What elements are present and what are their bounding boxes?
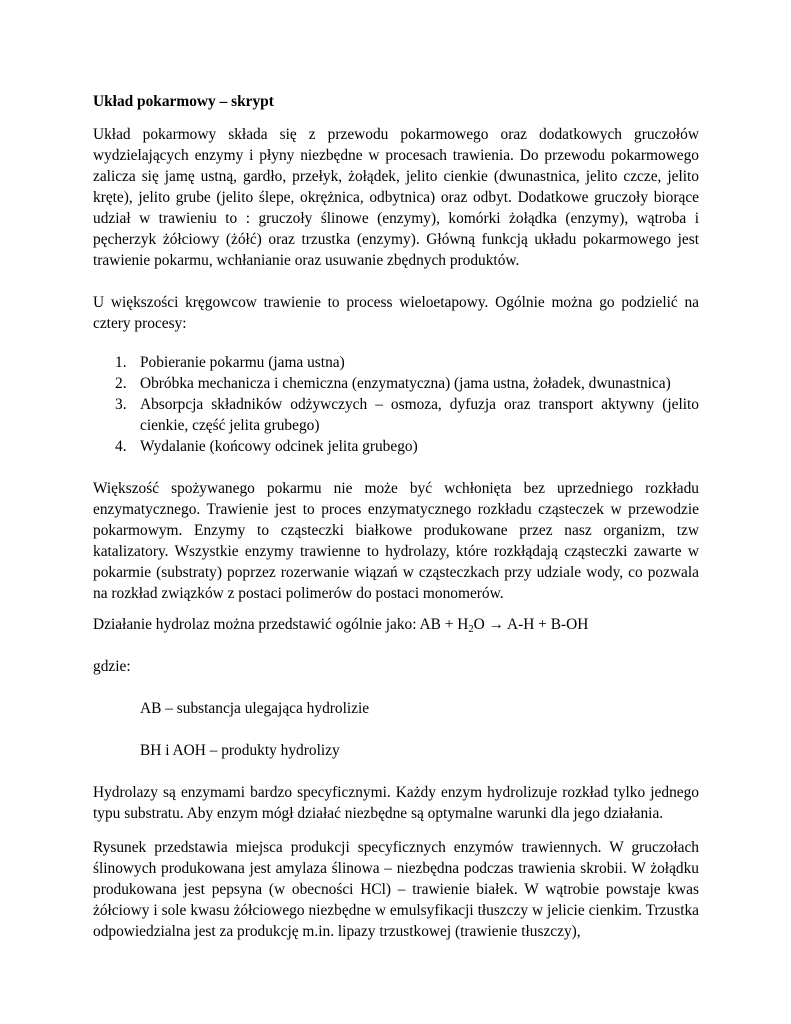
list-item-text: Obróbka mechanicza i chemiczna (enzymatyczna) (jama ustna, żoładek, dwunastnica)	[140, 375, 671, 392]
digestion-process-list	[93, 352, 699, 457]
list-item	[93, 394, 699, 436]
paragraph-enzyme-sites: Rysunek przedstawia miejsca produkcji specyficznych enzymów trawiennych. W gruczołach ślinowych produkowana jest amylaza ślinowa – niezbędna podczas trawienia skrobii. W żołądku produkowana jest pepsyna (w obecności HCl) – trawienie białek. W wątrobie powstaje kwas żółciowy i sole kwasu żółciowego niezbędne w emulsyfikacji tłuszczy w jelicie cienkim. Trzustka odpowiedzialna jest za produkcję m.in. lipazy trzustkowej (trawienie tłuszczy),	[93, 839, 699, 940]
list-item-number: 2.	[115, 375, 127, 392]
equation-tail: O → A-H + B-OH	[473, 616, 589, 633]
list-item-number: 3.	[115, 396, 127, 413]
list-item-number: 4.	[115, 438, 127, 455]
list-item-text: Wydalanie (końcowy odcinek jelita grubego)	[140, 438, 418, 455]
list-item-text: Pobieranie pokarmu (jama ustna)	[140, 354, 345, 371]
definition-products: BH i AOH – produkty hydrolizy	[140, 742, 340, 759]
list-item-text: Absorpcja składników odżywczych – osmoza, dyfuzja oraz transport aktywny (jelito cienkie, część jelita grubego)	[140, 396, 699, 434]
definition-ab: AB – substancja ulegająca hydrolizie	[140, 700, 370, 717]
list-item	[93, 436, 699, 457]
paragraph-hydrolases: Hydrolazy są enzymami bardzo specyficznymi. Każdy enzym hydrolizuje rozkład tylko jednego typu substratu. Aby enzym mógł działać niezbędne są optymalne warunki dla jego działania.	[93, 784, 699, 822]
equation-lead: Działanie hydrolaz można przedstawić ogólnie jako: AB + H	[93, 616, 469, 633]
list-item-number: 1.	[115, 354, 127, 371]
paragraph-enzymes: Większość spożywanego pokarmu nie może być wchłonięta bez uprzedniego rozkładu enzymatycznego. Trawienie jest to proces enzymatycznego rozkładu cząsteczek w przewodzie pokarmowym. Enzymy to cząsteczki białkowe produkowane przez nasz organizm, tzw katalizatory. Wszystkie enzymy trawienne to hydrolazy, które rozkłądają cząsteczki zawarte w pokarmie (substraty) poprzez rozerwanie wiązań w cząsteczkach przy udziale wody, co pozwala na rozkład związków z postaci polimerów do postaci monomerów.	[93, 480, 699, 602]
paragraph-digestion-stages: U większości kręgowcow trawienie to process wieloetapowy. Ogólnie można go podzielić na cztery procesy:	[93, 294, 699, 332]
paragraph-intro: Układ pokarmowy składa się z przewodu pokarmowego oraz dodatkowych gruczołów wydzielających enzymy i płyny niezbędne w procesach trawienia. Do przewodu pokarmowego zalicza się jamę ustną, gardło, przełyk, żołądek, jelito cienkie (dwunastnica, jelito czcze, jelito kręte), jelito grube (jelito ślepe, okrężnica, odbytnica) oraz odbyt. Dodatkowe gruczoły biorące udział w trawieniu to : gruczoły ślinowe (enzymy), komórki żołądka (enzymy), wątroba i pęcherzyk żółciowy (żółć) oraz trzustka (enzymy). Główną funkcją układu pokarmowego jest trawienie pokarmu, wchłanianie oraz usuwanie zbędnych produktów.	[93, 126, 699, 269]
document-page	[93, 91, 699, 942]
list-item	[93, 352, 699, 373]
list-item	[93, 373, 699, 394]
document-title: Układ pokarmowy – skrypt	[93, 93, 274, 110]
hydrolysis-equation	[93, 614, 699, 635]
where-label: gdzie:	[93, 658, 131, 675]
equation-subscript: 2	[468, 624, 474, 635]
